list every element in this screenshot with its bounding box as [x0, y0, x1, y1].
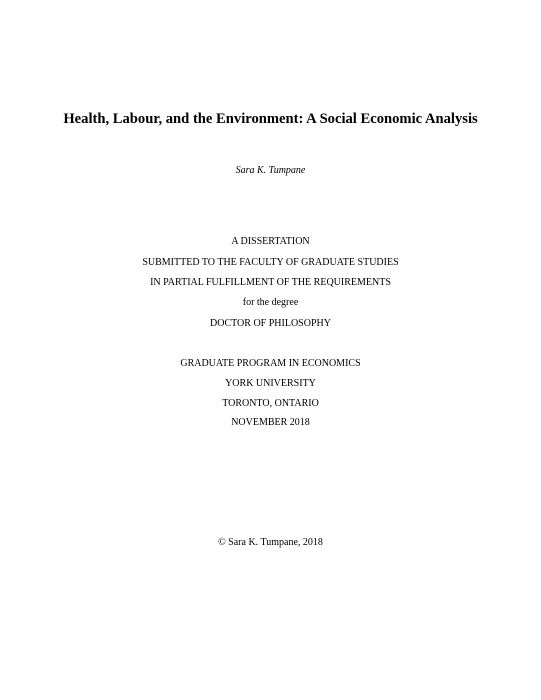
submission-line-dissertation: A DISSERTATION [231, 236, 310, 247]
author-name: Sara K. Tumpane [235, 165, 306, 176]
institution-university: YORK UNIVERSITY [225, 378, 316, 389]
submission-line-requirements: IN PARTIAL FULFILLMENT OF THE REQUIREMENTS [150, 277, 391, 288]
copyright-notice: © Sara K. Tumpane, 2018 [218, 537, 323, 548]
institution-program: GRADUATE PROGRAM IN ECONOMICS [180, 358, 361, 369]
institution-location: TORONTO, ONTARIO [222, 398, 319, 409]
submission-line-degree-intro: for the degree [242, 297, 299, 308]
submission-line-faculty: SUBMITTED TO THE FACULTY OF GRADUATE STUDIES [142, 257, 399, 268]
dissertation-title: Health, Labour, and the Environment: A Social Economic Analysis [63, 111, 478, 127]
institution-date: NOVEMBER 2018 [231, 417, 310, 428]
submission-line-degree: DOCTOR OF PHILOSOPHY [210, 318, 331, 329]
